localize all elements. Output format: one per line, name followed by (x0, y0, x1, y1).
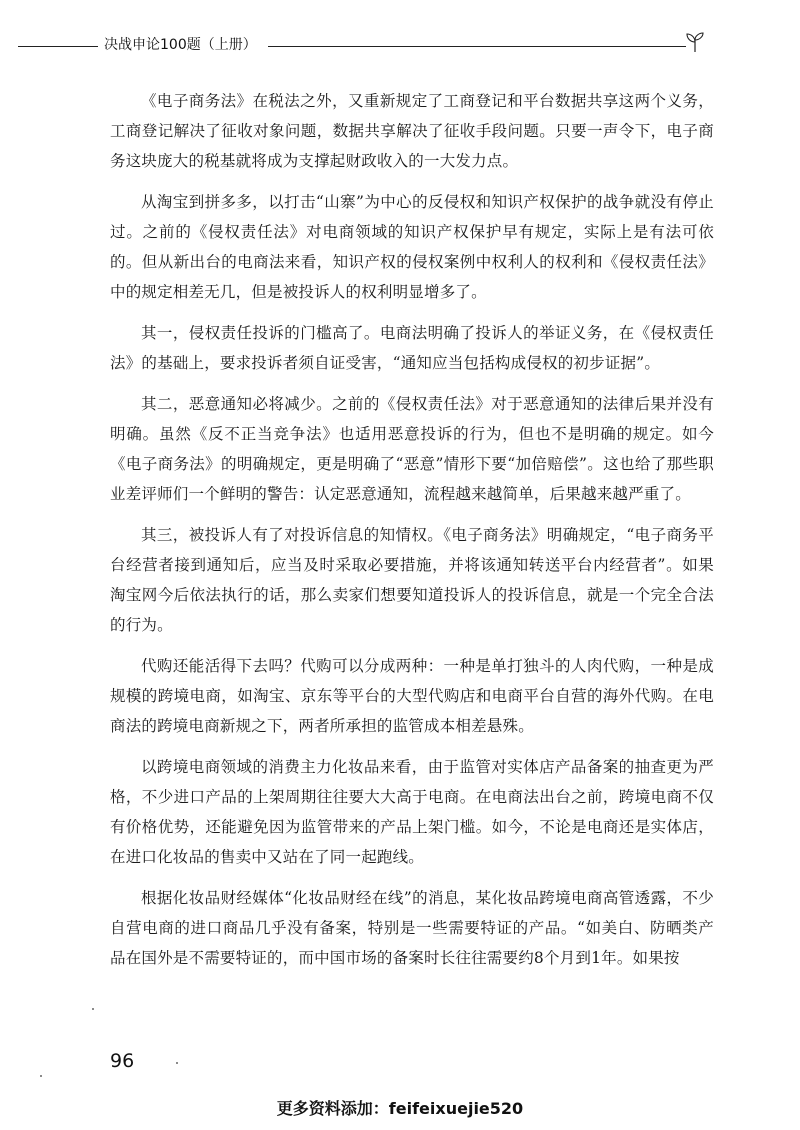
page-number: 96 (110, 1050, 135, 1072)
paragraph: 根据化妆品财经媒体“化妆品财经在线”的消息，某化妆品跨境电商高管透露，不少自营电商的进口商品几乎没有备案，特别是一些需要特证的产品。“如美白、防晒类产品在国外是不需要特证的，而中国市场的备案时长往往需要约8个月到1年。如果按 (110, 889, 714, 967)
header-rule-left (18, 46, 98, 47)
paragraph: 代购还能活得下去吗？代购可以分成两种：一种是单打独斗的人肉代购，一种是成规模的跨境电商，如淘宝、京东等平台的大型代购店和电商平台自营的海外代购。在电商法的跨境电商新规之下，两者所承担的监管成本相差悬殊。 (110, 657, 714, 735)
running-header (0, 30, 800, 60)
article-body (110, 86, 714, 984)
scan-speck (176, 1062, 178, 1064)
sprout-icon (684, 30, 706, 54)
paragraph: 从淘宝到拼多多，以打击“山寨”为中心的反侵权和知识产权保护的战争就没有停止过。之前的《侵权责任法》对电商领域的知识产权保护早有规定，实际上是有法可依的。但从新出台的电商法来看，知识产权的侵权案例中权利人的权利和《侵权责任法》中的规定相差无几，但是被投诉人的权利明显增多了。 (110, 193, 714, 301)
scan-speck (40, 1075, 42, 1077)
header-rule-right (268, 46, 686, 47)
paragraph: 其一，侵权责任投诉的门槛高了。电商法明确了投诉人的举证义务，在《侵权责任法》的基础上，要求投诉者须自证受害，“通知应当包括构成侵权的初步证据”。 (110, 324, 714, 372)
paragraph: 其二，恶意通知必将减少。之前的《侵权责任法》对于恶意通知的法律后果并没有明确。虽然《反不正当竞争法》也适用恶意投诉的行为，但也不是明确的规定。如今《电子商务法》的明确规定，更是明确了“恶意”情形下要“加倍赔偿”。这也给了那些职业差评师们一个鲜明的警告：认定恶意通知，流程越来越简单，后果越来越严重了。 (110, 395, 714, 503)
scan-speck (92, 1008, 94, 1010)
footer-note: 更多资料添加：feifeixuejie520 (276, 1099, 524, 1118)
paragraph: 其三，被投诉人有了对投诉信息的知情权。《电子商务法》明确规定，“电子商务平台经营者接到通知后，应当及时采取必要措施，并将该通知转送平台内经营者”。如果淘宝网今后依法执行的话，那么卖家们想要知道投诉人的投诉信息，就是一个完全合法的行为。 (110, 526, 714, 634)
book-title: 决战申论100题（上册） (104, 37, 257, 53)
paragraph: 以跨境电商领域的消费主力化妆品来看，由于监管对实体店产品备案的抽查更为严格，不少进口产品的上架周期往往要大大高于电商。在电商法出台之前，跨境电商不仅有价格优势，还能避免因为监管带来的产品上架门槛。如今，不论是电商还是实体店，在进口化妆品的售卖中又站在了同一起跑线。 (110, 758, 714, 866)
paragraph: 《电子商务法》在税法之外，又重新规定了工商登记和平台数据共享这两个义务，工商登记解决了征收对象问题，数据共享解决了征收手段问题。只要一声令下，电子商务这块庞大的税基就将成为支撑起财政收入的一大发力点。 (110, 92, 714, 170)
